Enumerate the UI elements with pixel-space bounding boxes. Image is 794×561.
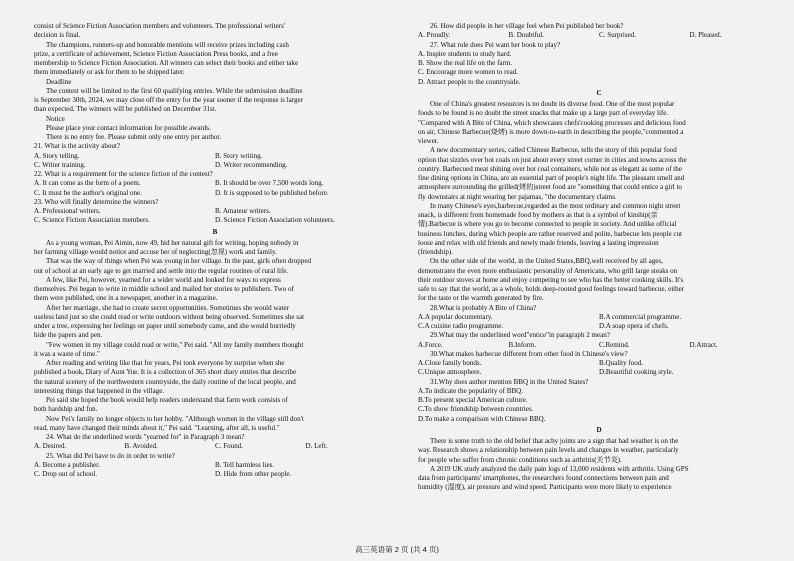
passage-line: After reading and writing like that for years, Pei took everyone by surprise when she	[46, 359, 285, 367]
question-21-options	[34, 152, 396, 161]
passage-line: fly downstairs at night wearing her pajamas, "the documentary claims.	[418, 192, 617, 201]
section-c-heading: C	[596, 88, 602, 97]
passage-line: their outdoor stoves at home and enjoy competing to see who has the better cooking skills. It's	[418, 275, 684, 284]
passage-line: country. Barbecued meat shining over hot coal containers, while not as elegant as some of the	[418, 164, 682, 173]
option-a[interactable]: A. Story telling.	[34, 151, 80, 160]
option-c[interactable]: C. It must be the author's original one.	[34, 188, 142, 197]
passage-line: themselves. Pei began to write in middle school and mailed her stories to publishers. Two of	[34, 285, 294, 293]
passage-line: for the taste or the warmth generated by fire.	[418, 294, 544, 303]
option-b[interactable]: B.Inform.	[508, 340, 537, 349]
option-b[interactable]: B.To present special American culture.	[418, 396, 528, 404]
deadline-line: is September 30th, 2024, we may close off the entry for the year sooner if the response is larger	[34, 96, 304, 104]
question-23-stem: 23. Who will finally determine the winners?	[34, 197, 159, 206]
question-25-stem: 25. What did Pei have to do in order to write?	[46, 451, 175, 460]
passage-line: loose and relax with old friends and newly made friends, leaving a lasting impression	[418, 238, 659, 247]
option-d[interactable]: D. Writer recommending.	[215, 160, 288, 169]
passage-line: them were published, one in a newspaper, another in a magazine.	[34, 294, 218, 303]
option-d[interactable]: D.Attract.	[689, 340, 718, 349]
option-a[interactable]: A. Become a publisher.	[34, 460, 100, 469]
passage-line: for people who suffer from chronic conditions such as arthritis(关节炎).	[418, 455, 622, 464]
passage-line: "Few women in my village could read or write," Pei said. "All my family members thought	[46, 340, 304, 349]
intro-line: them immediately or ask for them to be shipped later.	[34, 68, 185, 77]
option-d[interactable]: D. It is supposed to be published before.	[215, 188, 329, 197]
notice-line: There is no entry fee. Please submit only one entry per author.	[46, 133, 222, 141]
option-a[interactable]: A.Force.	[418, 340, 443, 349]
deadline-title: Deadline	[46, 77, 72, 86]
option-a[interactable]: A. Inspire students to study hard.	[418, 49, 512, 58]
option-d[interactable]: D. Science Fiction Association volunteers.	[215, 216, 335, 225]
passage-line: "Compared with A Bite of China, which showcases chefs'cooking processes and delicious food	[418, 118, 686, 127]
passage-line: 情).Barbecue is where you go to become connected to people in society. And unlike official	[418, 220, 677, 229]
option-c[interactable]: C.Remind.	[599, 340, 630, 349]
question-21-stem: 21. What is the activity about?	[34, 142, 120, 151]
option-c[interactable]: C. Drop out of school.	[34, 470, 98, 478]
intro-line: prize, a certificate of achievement, Science Fiction Association Press books, and a free	[34, 49, 279, 58]
option-a[interactable]: A.To indicate the popularity of BBQ.	[418, 386, 523, 395]
option-a[interactable]: A. Professional writers.	[34, 207, 101, 215]
passage-line: demonstrates the even more enthusiastic personality of Americans, who grill large steaks on	[418, 266, 678, 275]
passage-line: There is some truth to the old belief that achy joints are a sign that bad weather is on the	[430, 437, 679, 445]
option-c[interactable]: C.Unique atmosphere.	[418, 368, 482, 377]
option-b[interactable]: B.A commercial programme.	[599, 312, 682, 321]
passage-line: published a book, Diary of Aunt Yue. It is a collection of 365 short diary entries that describe	[34, 368, 297, 377]
option-c[interactable]: C. Science Fiction Association members.	[34, 216, 150, 225]
option-d[interactable]: D. Hide from other people.	[215, 470, 292, 478]
passage-line: interesting things that happened in the village.	[34, 386, 165, 395]
option-b[interactable]: B. Show the real life on the farm.	[418, 59, 513, 67]
passage-line: safe to say that the world, as a whole, holds deep-rooted good feelings toward barbecue, either	[418, 285, 685, 293]
option-b[interactable]: B. Tell harmless lies.	[215, 460, 275, 469]
question-21-options	[34, 161, 396, 170]
option-a[interactable]: A.A popular documentary.	[418, 312, 493, 321]
question-30-options	[418, 359, 780, 368]
passage-line: Now Pei's family no longer objects to her hobby. "Although women in the village still don't	[46, 414, 304, 423]
question-24-stem: 24. What do the underlined words "yearned for" in Paragraph 3 mean?	[46, 433, 245, 441]
option-b[interactable]: B. It should be over 7,500 words long.	[215, 179, 324, 188]
notice-title: Notice	[46, 114, 65, 123]
option-b[interactable]: B. Doubtful.	[508, 31, 544, 40]
passage-line: snack, is different from homemade food by mothers as that is a symbol of kinship(亲	[418, 211, 658, 219]
passage-line: the natural scenery of the northwestern countryside, the daily routine of the local people, and	[34, 377, 296, 386]
passage-line: data from participants' smartphones, the researchers found connections between pain and	[418, 474, 669, 482]
option-c[interactable]: C. Found.	[215, 442, 243, 451]
question-25-options	[34, 470, 396, 479]
option-c[interactable]: C.To show friendship between countries.	[418, 405, 534, 414]
passage-line: out of school at an early age to get married and settle into the regular routines of rural life.	[34, 266, 289, 275]
question-25-options	[34, 461, 396, 470]
passage-line: humidity (湿度), air pressure and wind speed. Participants were more likely to experience	[418, 483, 672, 492]
passage-line: it was a waste of time."	[34, 349, 100, 358]
passage-line: atmosphere surrounding the grilled(烤的)street food are "something that could entice a girl to	[418, 183, 682, 192]
option-c[interactable]: C. Encourage more women to read.	[418, 68, 518, 77]
option-d[interactable]: D. Pleased.	[689, 31, 722, 40]
passage-line: foods to be found is no doubt the street snacks that make up a large part of everyday life.	[418, 109, 669, 118]
question-30-options	[418, 368, 780, 377]
intro-line: membership to Science Fiction Association. All winners can select their books and either take	[34, 59, 299, 67]
passage-line: read, many have changed their minds about it," Pei said. "Learning, after all, is useful."	[34, 423, 280, 432]
right-column	[418, 22, 780, 493]
passage-line: business lunches, during which people are rather reserved and polite, barbecue lets people cut	[418, 229, 682, 238]
passage-line: under a tree, expressing her feelings on paper until somebody came, and she would hurriedly	[34, 322, 296, 330]
question-23-options	[34, 216, 396, 225]
question-26-stem: 26. How did people in her village feel when Pei published her book?	[430, 22, 624, 30]
section-d-heading: D	[596, 425, 602, 434]
option-d[interactable]: D. Attract people to the countryside.	[418, 77, 521, 86]
section-b-heading: B	[212, 227, 218, 236]
question-28-options	[418, 313, 780, 322]
passage-line: A new documentary series, called Chinese Barbecue, tells the story of this popular food	[430, 146, 677, 155]
question-22-options	[34, 179, 396, 188]
passage-line: Pei said she hoped the book would help readers understand that farm work consists of	[46, 396, 288, 404]
passage-line: A 2019 UK study analyzed the daily pain logs of 13,000 residents with arthritis. Using GPS	[430, 464, 689, 473]
passage-line: One of China's greatest resources is no doubt its diverse food. One of the most popular	[430, 100, 675, 108]
deadline-line: than expected. The winners will be published on December 31st.	[34, 105, 217, 114]
option-d[interactable]: D.Beautiful cooking style.	[599, 368, 674, 377]
option-c[interactable]: C. Writer training.	[34, 160, 86, 169]
question-26-options	[418, 31, 780, 40]
passage-line: viewer.	[418, 137, 439, 145]
passage-line: After her marriage, she had to create secret opportunities. Sometimes she would water	[46, 303, 290, 312]
passage-line: hide the papers and pen.	[34, 331, 103, 340]
question-29-stem: 29.What may the underlined word"entice"in paragraph 2 mean?	[430, 331, 610, 340]
intro-line: consist of Science Fiction Association members and volunteers. The professional writers'	[34, 22, 286, 30]
intro-line: The champions, runners-up and honorable mentions will receive prizes including cash	[46, 40, 289, 49]
left-column	[34, 22, 396, 479]
passage-line: useless land just so she could read or write outdoors without being observed. Sometimes she sat	[34, 312, 305, 321]
question-30-stem: 30.What makes barbecue different from other food in Chinese's view?	[430, 349, 628, 358]
deadline-line: The contest will be limited to the first 60 qualifying entries. While the submission deadline	[46, 86, 303, 95]
option-a[interactable]: A. Desired.	[34, 442, 67, 451]
option-c[interactable]: C.A cuisine radio programme.	[418, 322, 504, 330]
question-22-options	[34, 189, 396, 198]
question-28-stem: 28.What is probably A Bite of China?	[430, 303, 537, 312]
option-b[interactable]: B. Story writing.	[215, 151, 263, 160]
option-a[interactable]: A.Close family bonds.	[418, 359, 482, 367]
passage-line: (friendship).	[418, 248, 454, 256]
option-b[interactable]: B. Avoided.	[124, 442, 158, 451]
passage-line: way. Research shows a relationship between pain levels and changes in weather, particularly	[418, 446, 679, 455]
page-footer: 高三英语第 2 页 (共 4 页)	[355, 545, 439, 554]
question-24-options	[34, 442, 396, 451]
passage-line: On the other side of the world, in the United States,BBQ,well received by all ages,	[430, 257, 663, 266]
question-27-stem: 27. What role does Pei want her book to play?	[430, 40, 561, 49]
question-31-stem: 31.Why does author mention BBQ in the United States?	[430, 377, 589, 386]
passage-line: her farming village would notice and accuse her of neglecting(忽视) work and family.	[34, 248, 277, 256]
question-23-options	[34, 207, 396, 216]
option-d[interactable]: D.To make a comparison with Chinese BBQ.	[418, 414, 546, 423]
passage-line: option that sizzles over hot coals on just about every street corner in cities and towns across the	[418, 155, 687, 164]
passage-line: on air, Chinese Barbecue(烧烤) is more down-to-earth in describing the people,"commented a	[418, 127, 684, 136]
passage-line: both hardship and fun.	[34, 405, 98, 414]
notice-line: Please place your contact information for possible awards.	[46, 123, 211, 132]
question-28-options	[418, 322, 780, 331]
passage-line: A few, like Pei, however, yearned for a wider world and looked for ways to express	[46, 275, 281, 284]
option-d[interactable]: D.A soap opera of chefs.	[599, 322, 669, 330]
question-22-stem: 22. What is a requirement for the science fiction of the contest?	[34, 170, 213, 178]
option-c[interactable]: C. Surprised.	[599, 31, 636, 40]
option-d[interactable]: D. Left.	[305, 442, 328, 451]
option-b[interactable]: B. Amateur writers.	[215, 207, 271, 215]
option-a[interactable]: A. Proudly.	[418, 31, 451, 40]
option-b[interactable]: B.Quality food.	[599, 359, 644, 367]
passage-line: fine dining options in China, are an essential part of people's night life. The pleasant smell and	[418, 174, 685, 182]
option-a[interactable]: A. It can come as the form of a poem.	[34, 179, 141, 188]
passage-line: As a young woman, Pei Aimin, now 49, hid her natural gift for writing, hoping nobody in	[46, 238, 299, 247]
passage-line: That was the way of things when Pei was young in her village. In the past, girls often dropped	[46, 257, 311, 266]
passage-line: In many Chinese's eyes,barbecue,regarded as the most ordinary and common night street	[430, 201, 681, 210]
intro-line: decision is final.	[34, 31, 81, 40]
question-29-options	[418, 341, 780, 350]
